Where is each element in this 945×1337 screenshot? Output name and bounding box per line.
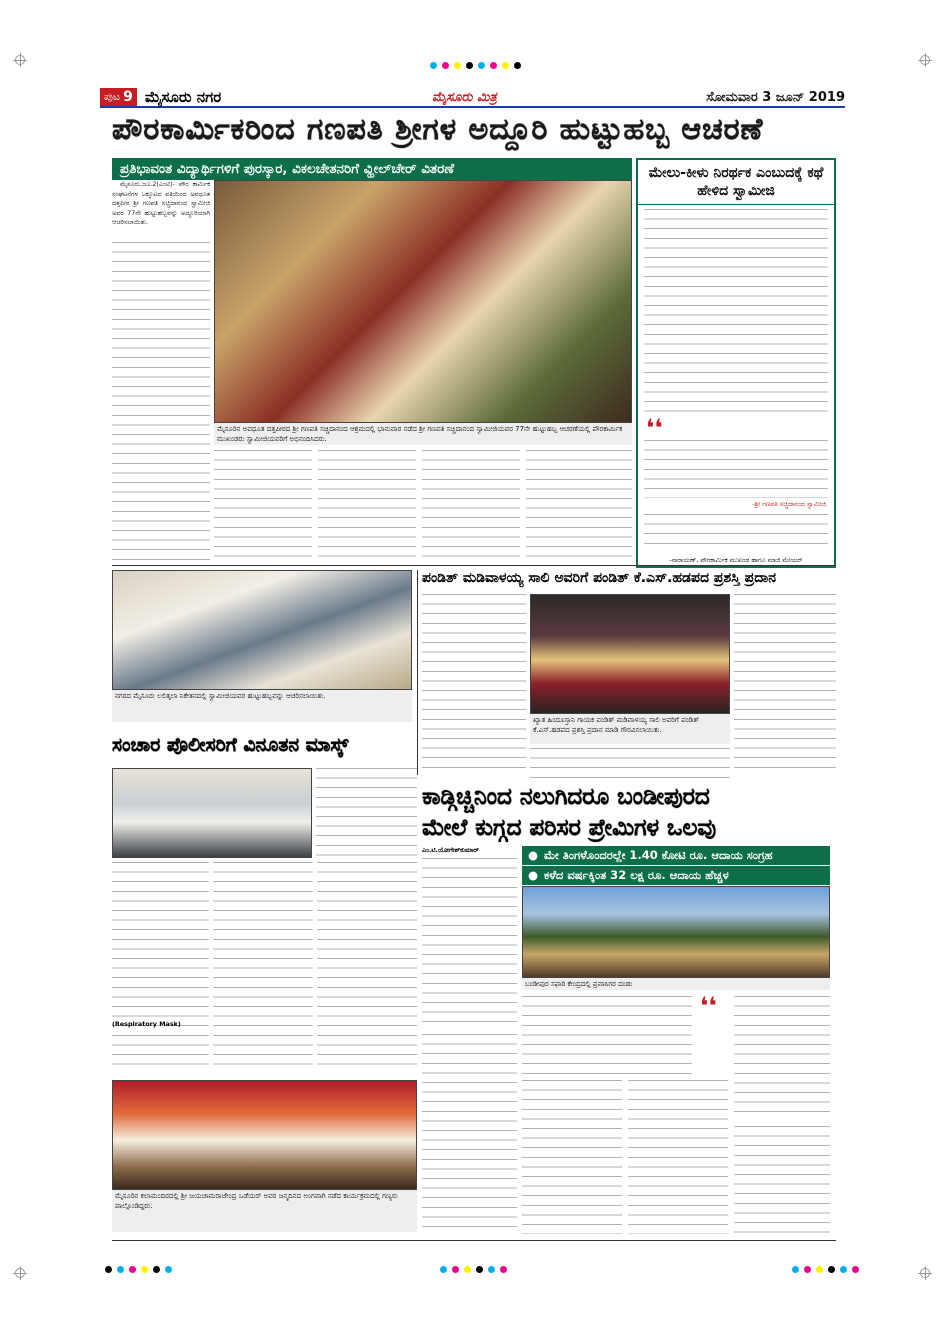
lead-body-column-3 (318, 450, 416, 560)
color-bar-bottom-left (105, 1266, 172, 1273)
lead-body-column-1 (112, 242, 210, 560)
police-body-column-4 (317, 862, 417, 1072)
page-bottom-rule (112, 1240, 836, 1241)
award-body-column-3 (530, 748, 730, 778)
registration-mark-top-left (15, 55, 25, 65)
bandipur-body-column-2 (522, 996, 692, 1076)
lead-body-column-2 (214, 450, 312, 560)
bandipur-quote-mark-icon: ❛❛ (700, 992, 717, 1020)
bandipur-bullet-1 (522, 846, 830, 865)
bandipur-byline: ಎಂ.ಟಿ.ಯೋಗೇಶ್‌ಕುಮಾರ್ (422, 846, 479, 854)
page-header (100, 88, 845, 108)
color-bar-bottom-center (440, 1266, 507, 1273)
masthead: ಮೈಸೂರು ಮಿತ್ರ (432, 89, 497, 105)
sidebar-box (636, 158, 836, 568)
statue-photo (112, 570, 412, 690)
bandipur-body-column-1 (422, 858, 517, 1028)
bandipur-photo-caption: ಬಂಡೀಪುರ ಸಫಾರಿ ಕೇಂದ್ರದಲ್ಲಿ ಪ್ರವಾಸಿಗರ ದಂಡು (522, 978, 830, 990)
bandipur-body-column-4 (422, 1034, 517, 1234)
police-headline: ಸಂಚಾರ ಪೊಲೀಸರಿಗೆ ವಿನೂತನ ಮಾಸ್ಕ್ (112, 734, 349, 756)
award-body-column-2 (734, 594, 836, 772)
issue-date: ಸೋಮವಾರ 3 ಜೂನ್ 2019 (706, 89, 845, 105)
lead-photo (214, 180, 632, 423)
color-bar-bottom-right (792, 1266, 859, 1273)
police-mask-term: (Respiratory Mask) (112, 1020, 181, 1028)
bullet-icon: ● (528, 848, 539, 862)
police-body-column-3 (213, 862, 313, 1072)
award-photo-caption: ಖ್ಯಾತ ಹಿಂದೂಸ್ತಾನಿ ಗಾಯಕ ಪಂಡಿತ್ ಮಡಿವಾಳಯ್ಯ ಸಾಲಿ ಅವರಿಗೆ ಪಂಡಿತ್ ಕೆ.ಎಸ್.ಹಡಪದ ಪ್ರಶಸ್ತಿ ಪ್ರದಾನ ಮಾಡಿ ಗೌರವಿಸಲಾಯಿತು. (530, 714, 730, 744)
sidebar-headline: ಮೇಲು-ಕೀಳು ನಿರರ್ಥಕ ಎಂಬುದಕ್ಕೆ ಕಥೆ ಹೇಳಿದ ಸ್ವಾಮೀಜಿ (638, 160, 834, 205)
quote-mark-icon: ❛❛ (646, 414, 663, 442)
bandipur-headline-line-2: ಮೇಲೆ ಕುಗ್ಗದ ಪರಿಸರ ಪ್ರೇಮಿಗಳ ಒಲವು (422, 815, 717, 841)
bandipur-bullet-1-text: ಮೇ ತಿಂಗಳೊಂದರಲ್ಲೇ 1.40 ಕೋಟಿ ರೂ. ಆದಾಯ ಸಂಗ್ರಹ (544, 848, 773, 862)
convocation-photo-caption: ಮೈಸೂರಿನ ಕಲಾಮಂದಿರದಲ್ಲಿ ಶ್ರೀ ಜಯಚಾಮರಾಜೇಂದ್ರ ಒಡೆಯರ್ ಅವರ ಜನ್ಮದಿನದ ಅಂಗವಾಗಿ ನಡೆದ ಕಾರ್ಯಕ್ರಮದಲ್ಲಿ ಗಣ್ಯರು ಪಾಲ್ಗೊಂಡಿದ್ದರು. (112, 1190, 417, 1232)
bandipur-body-column-7 (734, 1126, 830, 1234)
lead-photo-caption: ಮೈಸೂರಿನ ಅವಧೂತ ದತ್ತಪೀಠದ ಶ್ರೀ ಗಣಪತಿ ಸಚ್ಚಿದಾನಂದ ಆಶ್ರಮದಲ್ಲಿ ಭಾನುವಾರ ನಡೆದ ಶ್ರೀ ಗಣಪತಿ ಸಚ್ಚಿದಾನಂದ ಸ್ವಾಮೀಜಿಯವರ 77ನೇ ಹುಟ್ಟುಹಬ್ಬ ಆಚರಣೆಯಲ್ಲಿ ಪೌರಕಾರ್ಮಿಕ ಮುಖಂಡರು ಸ್ವಾಮೀಜಿಯವರಿಗೆ ಅಭಿನಂದಿಸಿದರು. (214, 423, 632, 445)
sidebar-note-by: -ನಾರಾಯಣ್, ಪೌರಕಾರ್ಮಿಕ ಮುಖಂಡ ಹಾಗೂ ಮಾಜಿ ಮೇಯರ್ (669, 555, 803, 564)
registration-mark-bottom-right (920, 1268, 930, 1278)
divider-vertical-mid (417, 570, 418, 775)
divider-lead (112, 565, 836, 566)
police-photo (112, 768, 312, 858)
police-body-column-2 (112, 862, 209, 1072)
award-body-column-1 (422, 594, 526, 772)
section-title: ಮೈಸೂರು ನಗರ (144, 88, 222, 106)
lead-body-column-4 (422, 450, 520, 560)
lead-headline: ಪೌರಕಾರ್ಮಿಕರಿಂದ ಗಣಪತಿ ಶ್ರೀಗಳ ಅದ್ದೂರಿ ಹುಟ್ಟುಹಬ್ಬ ಆಚರಣೆ (112, 112, 764, 147)
lead-intro-paragraph: ಮೈಸೂರು,ಜೂ.2(ಎಂಟಿ)- ಪೌರ ಕಾರ್ಮಿಕ ಸಂಘಟನೆಗಳ ಒಕ್ಕೂಟದ ವತಿಯಿಂದ ಅವಧೂತ ದತ್ತಪೀಠ ಶ್ರೀ ಗಣಪತಿ ಸಚ್ಚಿದಾನಂದ ಸ್ವಾಮೀಜಿ ಅವರ 77ನೇ ಹುಟ್ಟುಹಬ್ಬವನ್ನು ಅದ್ದೂರಿಯಾಗಿ ಆಚರಿಸಲಾಯಿತು. (112, 180, 210, 227)
registration-mark-top-right (920, 55, 930, 65)
lead-subhead: ಪ್ರತಿಭಾವಂತ ವಿದ್ಯಾರ್ಥಿಗಳಿಗೆ ಪುರಸ್ಕಾರ, ವಿಕಲಚೇತನರಿಗೆ ವ್ಹೀಲ್‌ಚೇರ್ ವಿತರಣೆ (112, 158, 632, 180)
color-bar-top (430, 62, 521, 69)
lead-intro-text (112, 180, 210, 240)
bandipur-headline-block (422, 782, 836, 844)
page-number: 9 (123, 89, 133, 105)
police-body-column-1 (316, 768, 417, 858)
bandipur-body-column-3 (734, 996, 830, 1121)
page-label: ಪುಟ (104, 90, 121, 103)
convocation-photo (112, 1080, 417, 1190)
registration-mark-bottom-left (15, 1268, 25, 1278)
sidebar-note-text (644, 514, 828, 552)
award-headline: ಪಂಡಿತ್ ಮಡಿವಾಳಯ್ಯ ಸಾಲಿ ಅವರಿಗೆ ಪಂಡಿತ್ ಕೆ.ಎಸ್.ಹಡಪದ ಪ್ರಶಸ್ತಿ ಪ್ರದಾನ (422, 570, 776, 586)
lead-body-column-5 (526, 450, 632, 560)
sidebar-quote-text (644, 440, 828, 498)
bullet-icon: ● (528, 868, 539, 882)
page-number-badge (100, 88, 137, 106)
bandipur-body-column-6 (628, 1080, 728, 1234)
bandipur-headline-line-1: ಕಾಡ್ಗಿಚ್ಚಿನಿಂದ ನಲುಗಿದರೂ ಬಂಡೀಪುರದ (422, 784, 710, 810)
bandipur-bullet-2-text: ಕಳೆದ ವರ್ಷಕ್ಕಿಂತ 32 ಲಕ್ಷ ರೂ. ಆದಾಯ ಹೆಚ್ಚಳ (544, 868, 729, 882)
bandipur-photo (522, 886, 830, 978)
statue-photo-caption: ನಗರದ ಮೈಸೂರು ಲಲಿತ್ಕಲಾ ನಿಕೇತನದಲ್ಲಿ ಸ್ವಾಮೀಜಿಯವರ ಹುಟ್ಟುಹಬ್ಬವನ್ನು ಆಚರಿಸಲಾಯಿತು. (112, 690, 412, 722)
sidebar-body-1 (644, 209, 828, 414)
bandipur-bullet-2 (522, 866, 830, 885)
bandipur-body-column-5 (522, 1080, 622, 1234)
award-photo (530, 594, 730, 714)
sidebar-quote-by: -ಶ್ರೀ ಗಣಪತಿ ಸಚ್ಚಿದಾನಂದ ಸ್ವಾಮೀಜಿ (752, 500, 826, 508)
